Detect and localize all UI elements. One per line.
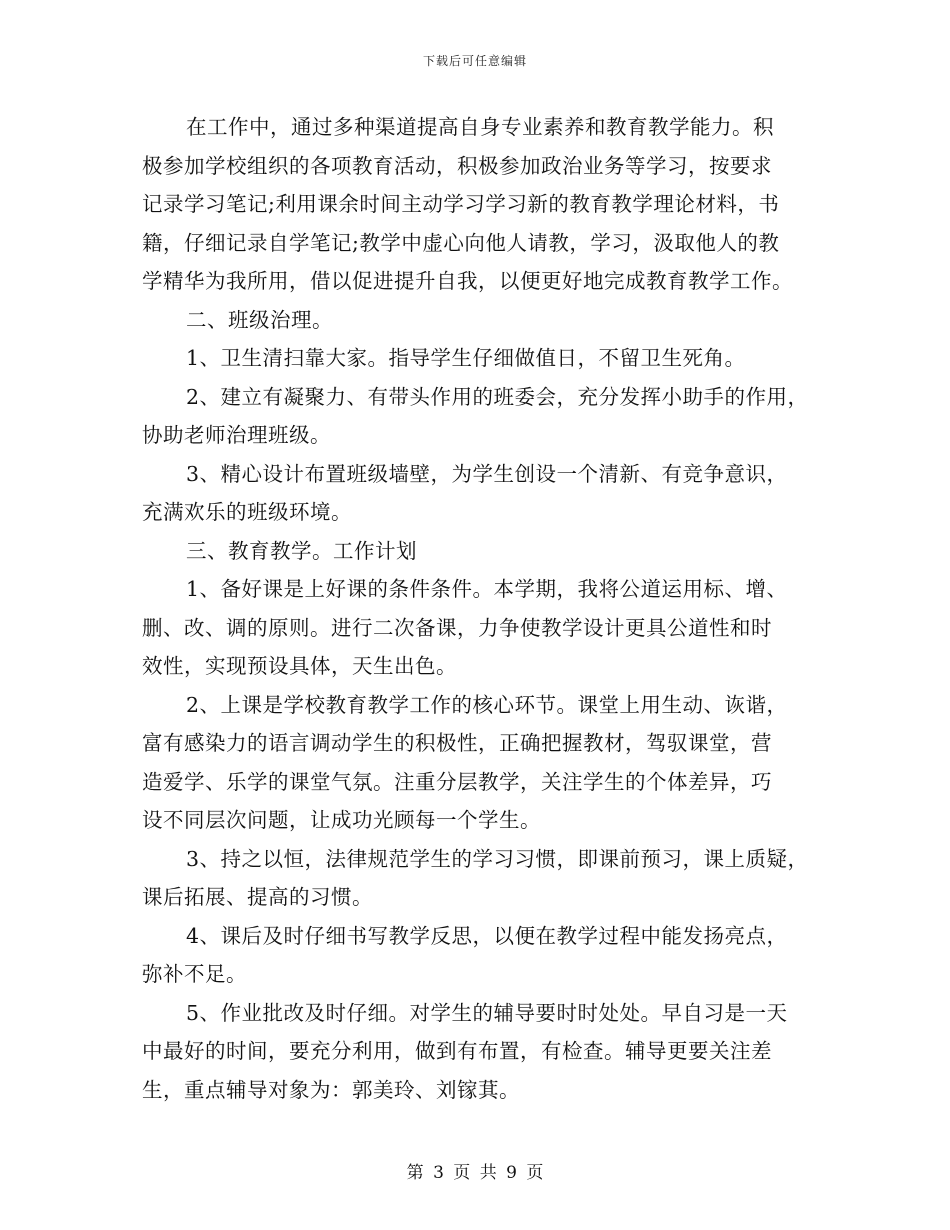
text-line: 协助老师治理班级。 <box>142 423 331 447</box>
page-footer: 第 3 页 共 9 页 <box>406 1163 544 1183</box>
text-line: 效性，实现预设具体，天生出色。 <box>142 654 457 678</box>
text-line: 2、建立有凝聚力、有带头作用的班委会，充分发挥小助手的作用， <box>186 384 809 409</box>
text-line: 2、上课是学校教育教学工作的核心环节。课堂上用生动、诙谐， <box>186 692 788 717</box>
text-line: 中最好的时间，要充分利用，做到有布置，有检查。辅导更要关注差 <box>142 1039 772 1063</box>
text-line: 籍，仔细记录自学笔记;教学中虚心向他人请教，学习，汲取他人的教 <box>142 230 780 255</box>
text-line: 1、备好课是上好课的条件条件。本学期，我将公道运用标、增、 <box>186 577 788 601</box>
text-line: 设不同层次问题，让成功光顾每一个学生。 <box>142 808 541 832</box>
text-line: 生，重点辅导对象为：郭美玲、刘镓萁。 <box>142 1077 520 1102</box>
text-line: 5、作业批改及时仔细。对学生的辅导要时时处处。早自习是一天 <box>186 1000 788 1025</box>
text-line: 3、精心设计布置班级墙壁，为学生创设一个清新、有竞争意识， <box>186 461 788 486</box>
text-line: 弥补不足。 <box>142 962 247 986</box>
text-line: 造爱学、乐学的课堂气氛。注重分层教学，关注学生的个体差异，巧 <box>142 769 772 794</box>
text-line: 课后拓展、提高的习惯。 <box>142 885 373 909</box>
text-line: 3、持之以恒，法律规范学生的学习习惯，即课前预习，课上质疑， <box>186 846 809 871</box>
text-line: 1、卫生清扫靠大家。指导学生仔细做值日，不留卫生死角。 <box>186 346 746 370</box>
text-line: 删、改、调的原则。进行二次备课，力争使教学设计更具公道性和时 <box>142 615 772 640</box>
text-line: 极参加学校组织的各项教育活动，积极参加政治业务等学习，按要求 <box>142 153 772 178</box>
page-header: 下载后可任意编辑 <box>422 54 527 68</box>
text-line: 二、班级治理。 <box>186 307 333 332</box>
text-line: 充满欢乐的班级环境。 <box>142 500 352 524</box>
text-line: 在工作中，通过多种渠道提高自身专业素养和教育教学能力。积 <box>186 115 774 139</box>
text-line: 4、课后及时仔细书写教学反思，以便在教学过程中能发扬亮点， <box>186 923 788 948</box>
text-line: 富有感染力的语言调动学生的积极性，正确把握教材，驾驭课堂，营 <box>142 731 772 755</box>
text-line: 记录学习笔记;利用课余时间主动学习学习新的教育教学理论材料，书 <box>142 192 780 216</box>
document-body <box>142 108 822 1109</box>
text-line: 三、教育教学。工作计划 <box>186 538 417 563</box>
text-line: 学精华为我所用，借以促进提升自我，以便更好地完成教育教学工作。 <box>142 269 793 293</box>
